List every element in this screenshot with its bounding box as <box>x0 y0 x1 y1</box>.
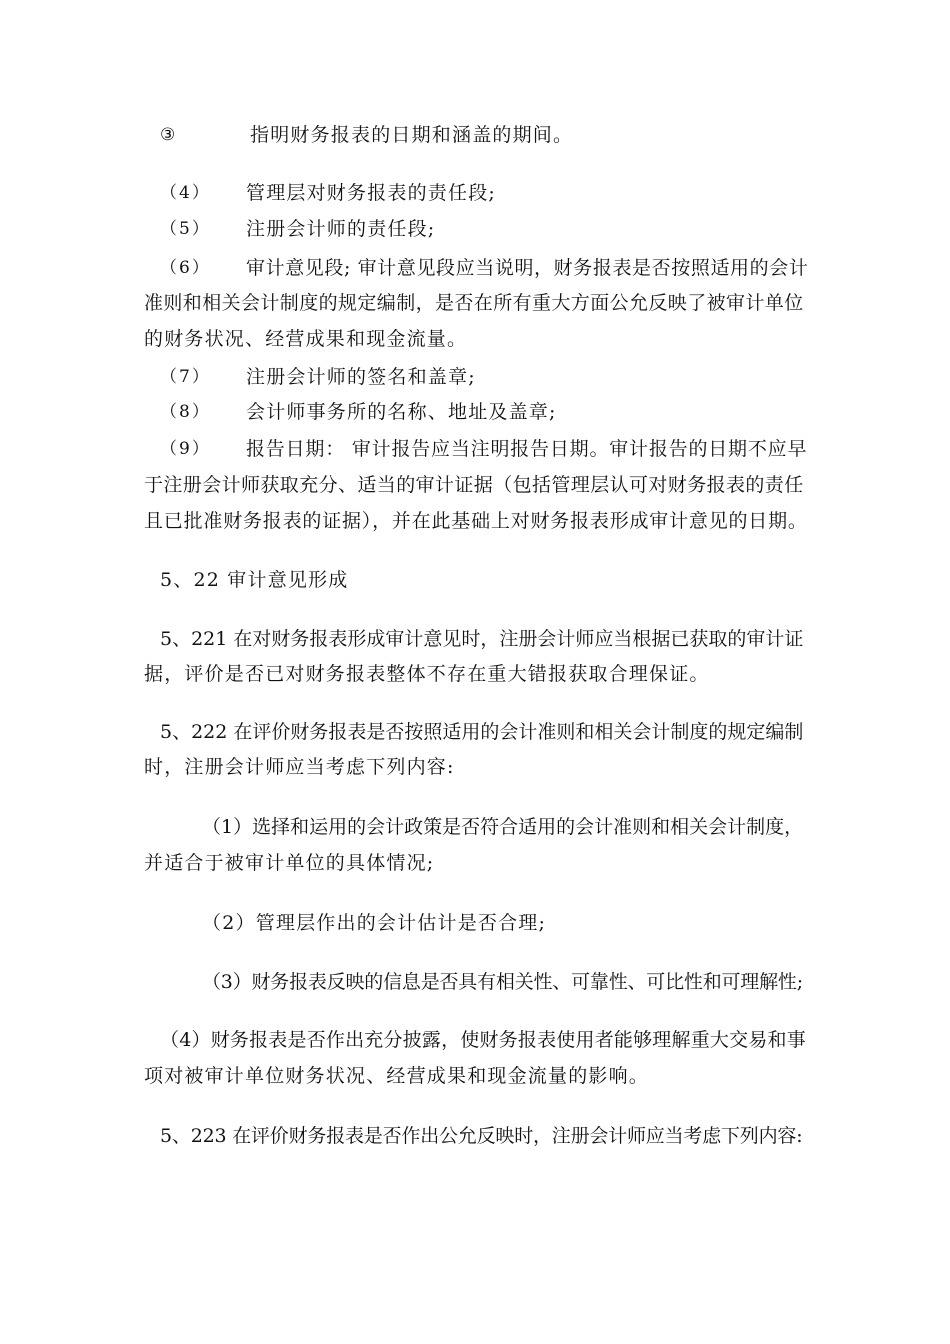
point-1-line-1: （1）选择和运用的会计政策是否符合适用的会计准则和相关会计制度， <box>202 816 804 838</box>
item-5-marker: （5） <box>160 219 211 239</box>
item-3-marker: ③ <box>160 125 178 145</box>
point-4-line-1: （4）财务报表是否作出充分披露，使财务报表使用者能够理解重大交易和事 <box>160 1029 806 1051</box>
item-6-line-2: 准则和相关会计制度的规定编制，是否在所有重大方面公允反映了被审计单位 <box>144 292 804 314</box>
item-8-marker: （8） <box>160 402 211 422</box>
section-5-223-text: 5、223 在评价财务报表是否作出公允反映时，注册会计师应当考虑下列内容: <box>160 1125 803 1147</box>
point-1-line-2: 并适合于被审计单位的具体情况; <box>144 852 435 874</box>
section-5-222-line-2: 时，注册会计师应当考虑下列内容: <box>144 756 455 778</box>
item-4-marker: （4） <box>160 183 211 203</box>
item-9-marker: （9） <box>160 439 211 459</box>
item-6-marker: （6） <box>160 258 211 278</box>
section-5-222-line-1: 5、222 在评价财务报表是否按照适用的会计准则和相关会计制度的规定编制 <box>160 721 804 743</box>
point-3-text: （3）财务报表反映的信息是否具有相关性、可靠性、可比性和可理解性; <box>202 971 803 993</box>
item-9-line-2: 于注册会计师获取充分、适当的审计证据（包括管理层认可对财务报表的责任 <box>144 474 804 496</box>
item-4-text: 管理层对财务报表的责任段; <box>246 182 497 204</box>
point-4-line-2: 项对被审计单位财务状况、经营成果和现金流量的影响。 <box>144 1065 650 1087</box>
item-7-text: 注册会计师的签名和盖章; <box>246 366 476 388</box>
item-7-marker: （7） <box>160 367 211 387</box>
item-6-line-1: 审计意见段; 审计意见段应当说明，财务报表是否按照适用的会计 <box>246 257 809 279</box>
section-5-221-line-1: 5、221 在对财务报表形成审计意见时，注册会计师应当根据已获取的审计证 <box>160 628 804 650</box>
item-9-line-3: 且已批准财务报表的证据），并在此基础上对财务报表形成审计意见的日期。 <box>144 510 808 532</box>
item-8-text: 会计师事务所的名称、地址及盖章; <box>246 401 557 423</box>
item-3-text: 指明财务报表的日期和涵盖的期间。 <box>250 124 574 146</box>
section-5-22-heading: 5、22 审计意见形成 <box>160 569 349 591</box>
item-9-line-1: 报告日期： 审计报告应当注明报告日期。审计报告的日期不应早 <box>246 438 808 460</box>
point-2-text: （2）管理层作出的会计估计是否合理; <box>202 912 547 934</box>
item-5-text: 注册会计师的责任段; <box>246 218 436 240</box>
item-6-line-3: 的财务状况、经营成果和现金流量。 <box>144 328 468 350</box>
section-5-221-line-2: 据，评价是否已对财务报表整体不存在重大错报获取合理保证。 <box>144 663 710 685</box>
